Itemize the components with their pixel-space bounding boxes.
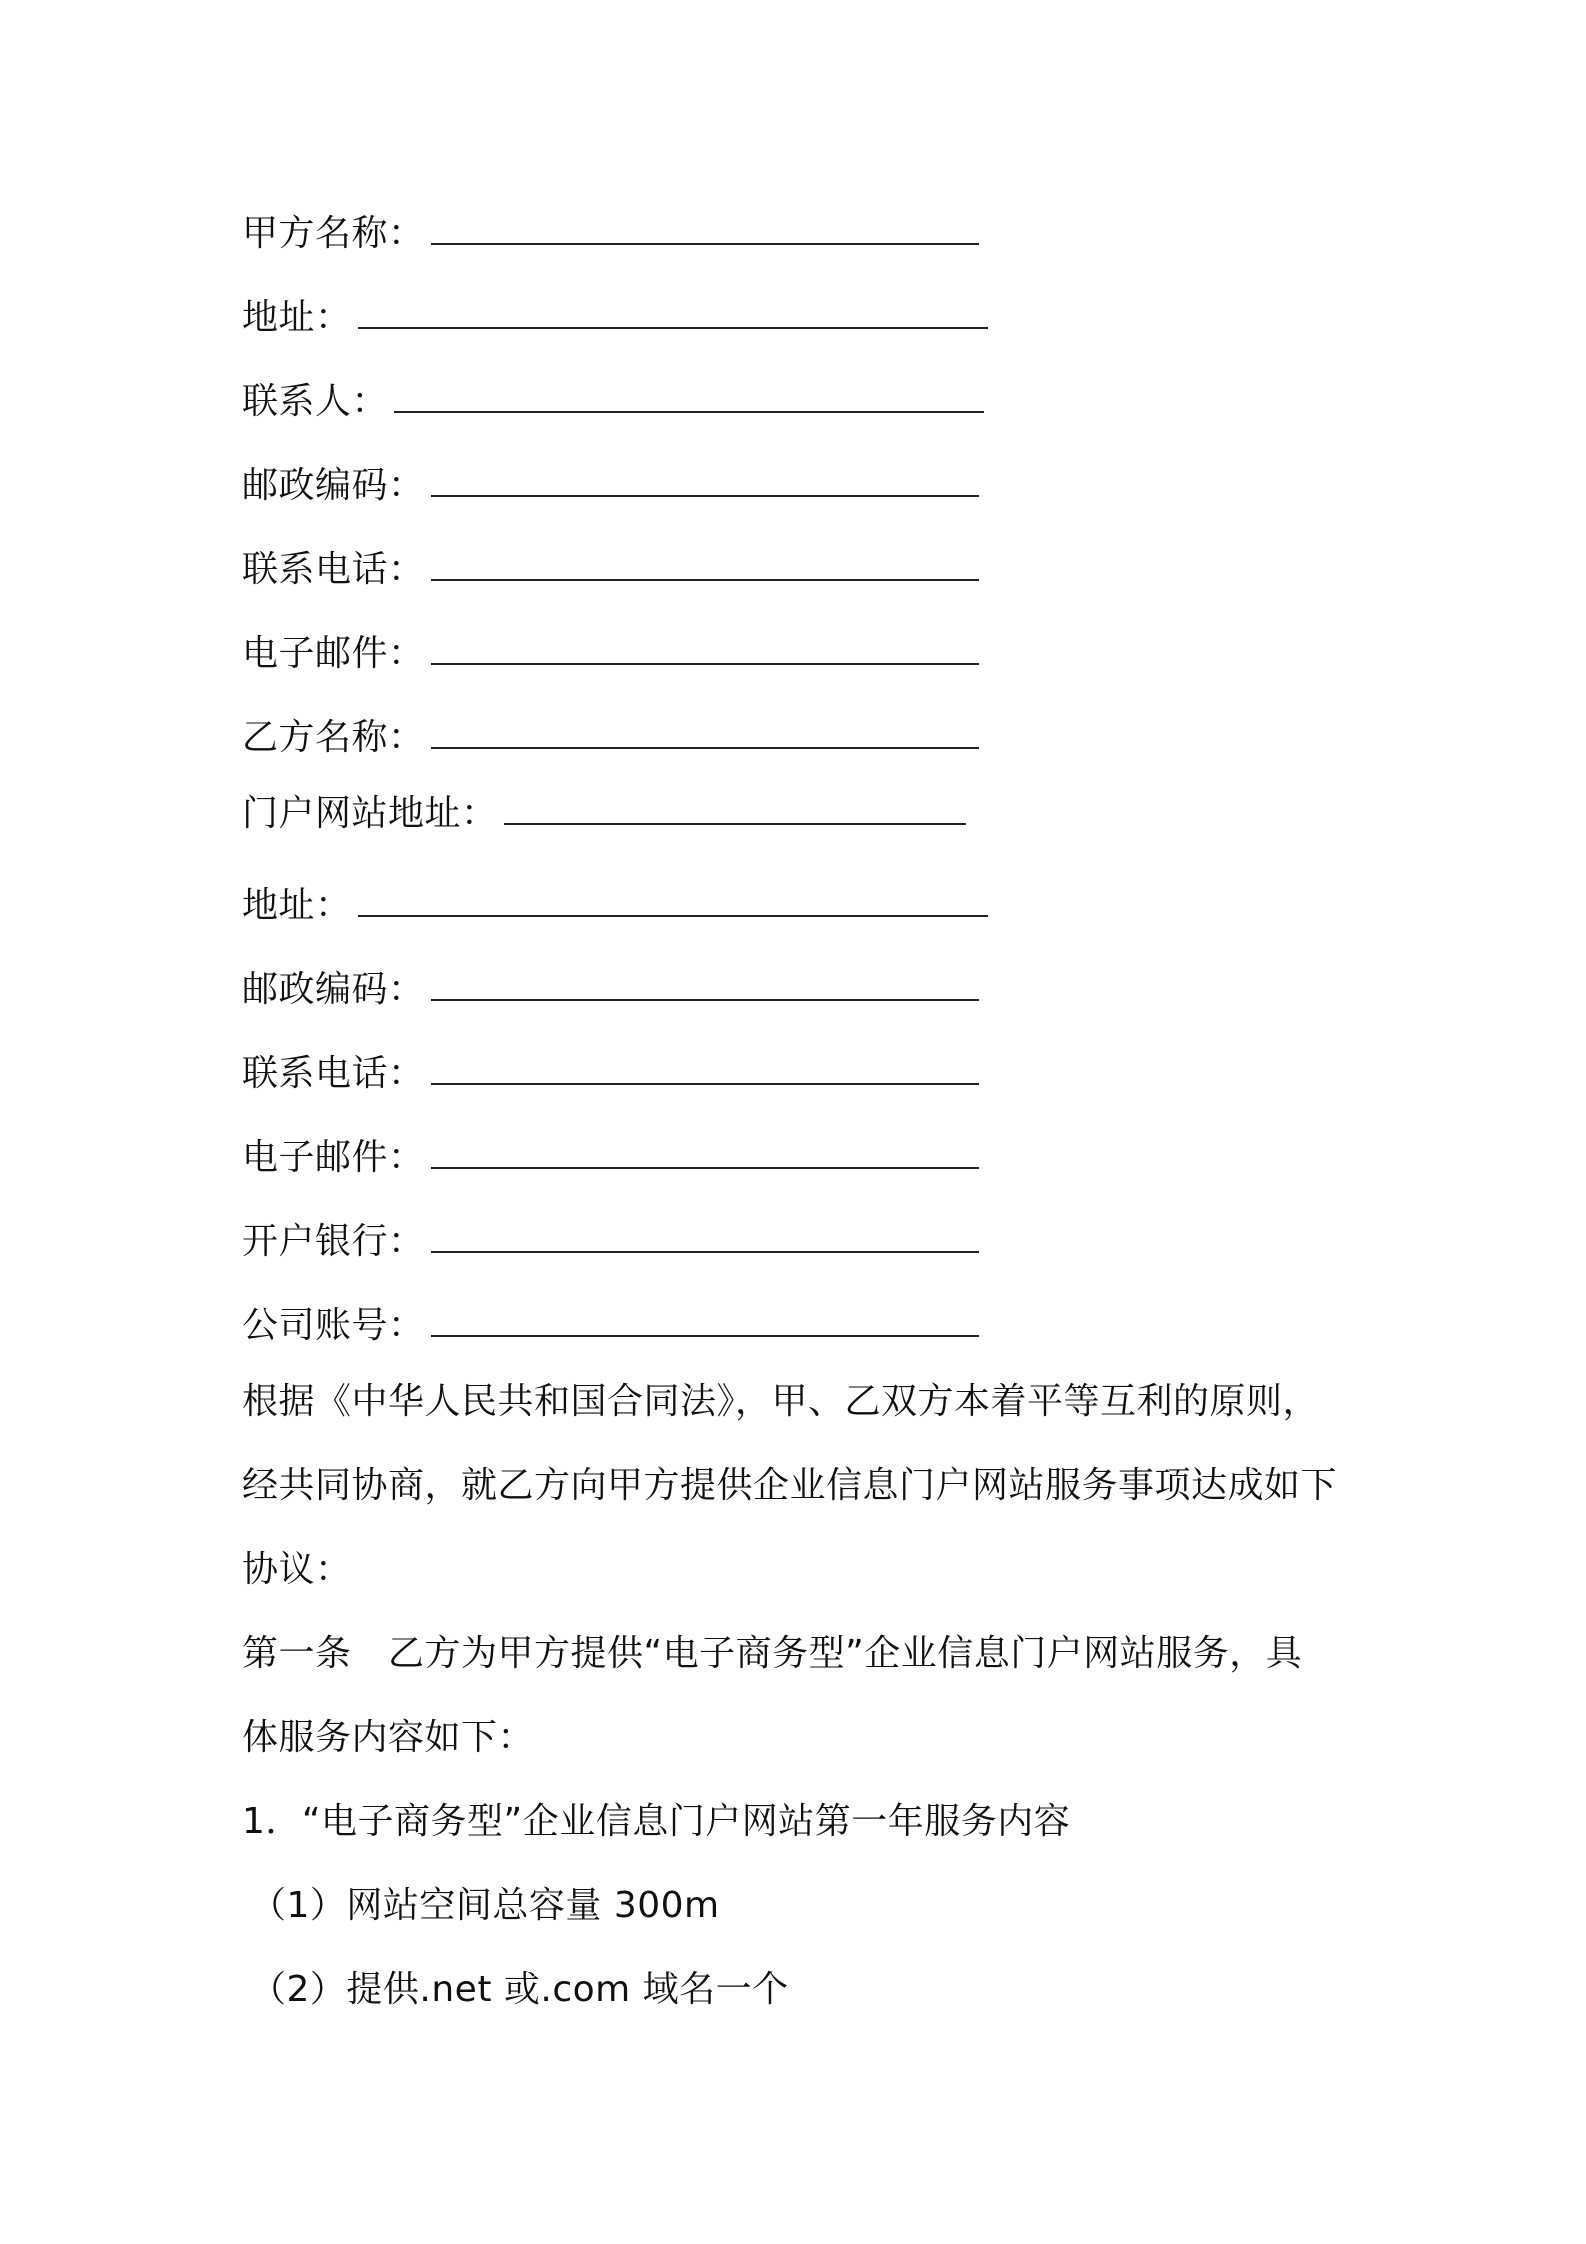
fill-in-blank[interactable]: [431, 1305, 979, 1337]
field-party-a-email: [242, 632, 979, 676]
field-label: 联系电话：: [242, 1053, 425, 1094]
field-label: 电子邮件：: [242, 633, 425, 674]
field-party-b-bank: [242, 1220, 979, 1264]
field-party-b-portal-address: [242, 792, 966, 836]
service-item-1-title: 1．“电子商务型”企业信息门户网站第一年服务内容: [242, 1801, 1071, 1842]
field-label: 乙方名称：: [242, 717, 425, 758]
fill-in-blank[interactable]: [358, 885, 988, 917]
fill-in-blank[interactable]: [431, 717, 979, 749]
field-label: 甲方名称：: [242, 213, 425, 254]
field-label: 电子邮件：: [242, 1137, 425, 1178]
fill-in-blank[interactable]: [431, 1221, 979, 1253]
fill-in-blank[interactable]: [504, 793, 966, 825]
field-party-b-email: [242, 1136, 979, 1180]
fill-in-blank[interactable]: [358, 297, 988, 329]
field-label: 邮政编码：: [242, 969, 425, 1010]
field-party-a-contact: [242, 380, 984, 424]
field-party-b-phone: [242, 1052, 979, 1096]
field-label: 联系电话：: [242, 549, 425, 590]
intro-paragraph-line-3: 协议：: [242, 1549, 352, 1590]
service-item-1-sub-2: （2）提供.net 或.com 域名一个: [250, 1969, 789, 2010]
field-party-a-phone: [242, 548, 979, 592]
field-party-b-postcode: [242, 968, 979, 1012]
field-label: 地址：: [242, 885, 352, 926]
fill-in-blank[interactable]: [431, 633, 979, 665]
fill-in-blank[interactable]: [394, 381, 984, 413]
field-label: 联系人：: [242, 381, 389, 422]
field-label: 开户银行：: [242, 1221, 425, 1262]
intro-paragraph-line-1: 根据《中华人民共和国合同法》，甲、乙双方本着平等互利的原则，: [242, 1381, 1320, 1422]
field-party-b-account: [242, 1304, 979, 1348]
service-item-1-sub-1: （1）网站空间总容量 300m: [250, 1885, 720, 1926]
field-party-a-address: [242, 296, 988, 340]
article-1-line-1: 第一条 乙方为甲方提供“电子商务型”企业信息门户网站服务，具: [242, 1633, 1303, 1674]
fill-in-blank[interactable]: [431, 465, 979, 497]
fill-in-blank[interactable]: [431, 1053, 979, 1085]
field-label: 邮政编码：: [242, 465, 425, 506]
field-party-a-postcode: [242, 464, 979, 508]
fill-in-blank[interactable]: [431, 213, 979, 245]
fill-in-blank[interactable]: [431, 969, 979, 1001]
intro-paragraph-line-2: 经共同协商，就乙方向甲方提供企业信息门户网站服务事项达成如下: [242, 1465, 1338, 1506]
article-1-line-2: 体服务内容如下：: [242, 1717, 535, 1758]
field-party-b-address: [242, 884, 988, 928]
field-label: 门户网站地址：: [242, 793, 498, 834]
field-party-b-name: [242, 716, 979, 760]
fill-in-blank[interactable]: [431, 1137, 979, 1169]
field-label: 地址：: [242, 297, 352, 338]
field-label: 公司账号：: [242, 1305, 425, 1346]
field-party-a-name: [242, 212, 979, 256]
fill-in-blank[interactable]: [431, 549, 979, 581]
